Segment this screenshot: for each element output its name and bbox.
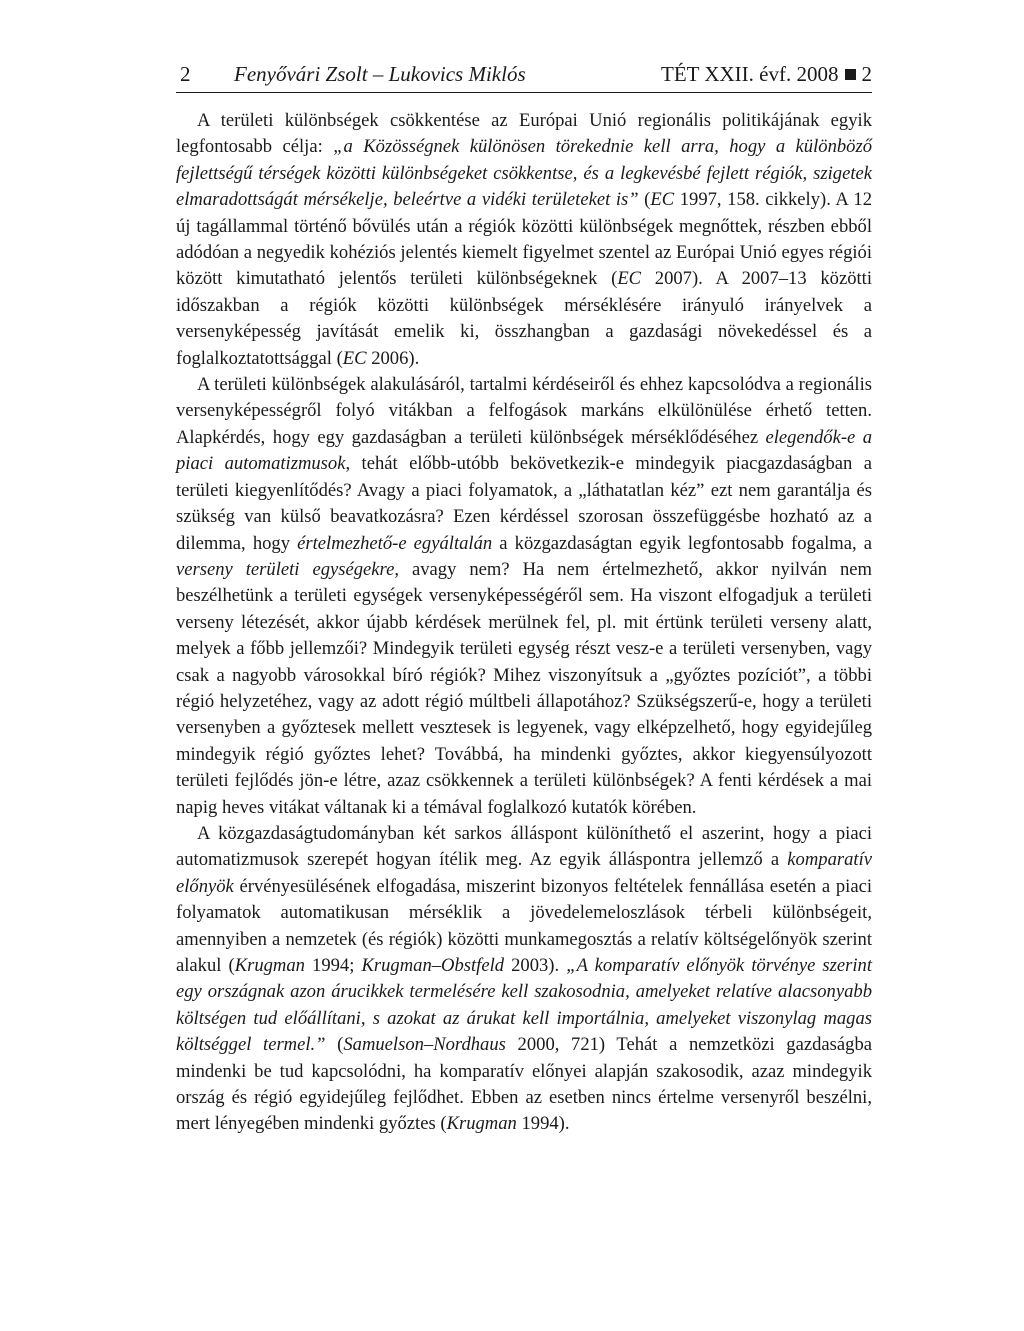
- italic-segment: EC: [617, 268, 642, 290]
- journal-name: TÉT XXII. évf. 2008: [661, 62, 839, 86]
- text-segment: (: [325, 1034, 344, 1056]
- header-authors: Fenyővári Zsolt – Lukovics Miklós: [234, 62, 526, 86]
- body-paragraph: [176, 372, 872, 821]
- italic-segment: komparatív előnyök: [176, 849, 872, 897]
- square-bullet-icon: [845, 69, 856, 80]
- text-segment: 2000, 721) Tehát a nemzetközi gazdaságba mindenki be tud kapcsolódni, ha komparatív előnyei alapján szakosodik, azaz mindegyik ország és régió egyidejűleg fejlődhet. Ebben az esetben nincs értelme versenyről beszélni, mert lényegében mindenki győztes (: [176, 1034, 872, 1135]
- text-segment: a közgazdaságtan egyik legfontosabb fogalma, a: [492, 532, 872, 554]
- body-paragraph: [176, 108, 872, 372]
- text-segment: (: [638, 189, 651, 211]
- text-segment: 2003).: [504, 955, 567, 976]
- italic-segment: Samuelson–Nordhaus: [343, 1034, 506, 1056]
- text-segment: , avagy nem? Ha nem értelmezhető, akkor nyilván nem beszélhetünk a területi egységek versenyképességéről sem. Ha viszont elfogadjuk a területi verseny létezését, akkor újabb kérdések merülnek fel, pl. mit értünk területi verseny alatt, melyek a főbb jellemzői? Mindegyik területi egység részt vesz-e a területi versenyben, vagy csak a nagyobb városokkal bíró régiók? Mihez viszonyítsuk a „győztes pozíciót”, a többi régió helyzetéhez, vagy az adott régió múltbeli állapotához? Szükségszerű-e, hogy a területi versenyben a győztesek mellett vesztesek is legyenek, vagy elképzelhető, hogy egyidejűleg mindegyik régió győztes lehet? Továbbá, ha mindenki győztes, akkor kiegyensúlyozott területi fejlődés jön-e létre, azaz csökkennek a területi különbségek? A fenti kérdések a mai napig heves vitákat váltanak ki a témával foglalkozó kutatók körében.: [176, 558, 872, 818]
- text-segment: A területi különbségek csökkentése az Európai Unió regionális politikájának egyik legfontosabb célja:: [176, 110, 872, 158]
- text-segment: , tehát előbb-utóbb bekövetkezik-e mindegyik piacgazdaságban a területi kiegyenlítődés? Avagy a piaci folyamatok, a „láthatatlan kéz” ezt nem garantálja és szükség van külső beavatkozásra? Ezen kérdéssel szorosan összefüggésbe hozható az a dilemma, hogy: [176, 453, 872, 554]
- text-segment: 1994).: [516, 1113, 570, 1135]
- italic-segment: Krugman: [234, 955, 305, 976]
- italic-segment: „a Közösségnek különösen törekednie kell arra, hogy a különböző fejlettségű térségek közötti különbségeket csökkentse, és a legkevésbé fejlett régiók, szigetek elmaradottságát mérsékelje, beleértve a vidéki területeket is”: [176, 136, 872, 211]
- italic-segment: EC: [342, 347, 367, 369]
- running-header: [176, 58, 872, 93]
- italic-segment: verseny területi egységekre: [176, 558, 395, 580]
- text-segment: 1997, 158. cikkely). A 12 új tagállammal történő bővülés után a régiók közötti különbségek megnőttek, részben ebből adódóan a negyedik kohéziós jelentés kiemelt figyelmet szentel az Európai Unió egyes régiói között kimutatható jelentős területi különbségeknek (: [176, 189, 872, 290]
- text-segment: 2007). A 2007–13 közötti időszakban a régiók közötti különbségek mérséklésére irányuló irányelvek a versenyképesség javítását emelik ki, összhangban a gazdasági növekedéssel és a foglalkoztatottsággal (: [176, 268, 872, 369]
- italic-segment: EC: [650, 189, 675, 211]
- header-journal: [661, 62, 872, 87]
- text-segment: A közgazdaságtudományban két sarkos álláspont különíthető el aszerint, hogy a piaci automatizmusok szerepét hogyan ítélik meg. Az egyik álláspontra jellemző a: [176, 822, 872, 871]
- italic-segment: elegendők-e a piaci automatizmusok: [176, 426, 872, 475]
- body-text: [176, 108, 872, 1138]
- italic-segment: értelmezhető-e egyáltalán: [297, 532, 493, 554]
- italic-segment: Krugman: [446, 1113, 517, 1135]
- body-paragraph: [176, 821, 872, 1138]
- text-segment: 1994;: [304, 955, 362, 976]
- issue-number: 2: [861, 62, 872, 86]
- italic-segment: Krugman–Obstfeld: [361, 955, 505, 976]
- text-segment: érvényesülésének elfogadása, miszerint bizonyos feltételek fennállása esetén a piaci folyamatok automatikusan mérséklik a jövedelemeloszlások térbeli különbségeit, amennyiben a nemzetek (és régiók) közötti munkamegosztás a relatív költségelőnyök szerint alakul (: [176, 875, 872, 976]
- page-number: 2: [180, 62, 191, 86]
- italic-segment: „A komparatív előnyök törvénye szerint egy országnak azon árucikkek termelésére kell szakosodnia, amelyeket relatíve alacsonyabb költségen tud előállítani, s azokat az árukat kell importálnia, amelyeket viszonylag magas költséggel termel.”: [176, 955, 872, 1056]
- text-segment: 2006).: [366, 347, 420, 369]
- text-segment: A területi különbségek alakulásáról, tartalmi kérdéseiről és ehhez kapcsolódva a regionális versenyképességről folyó vitákban a felfogások markáns elkülönülése érhető tetten. Alapkérdés, hogy egy gazdaságban a területi különbségek mérséklődéséhez: [176, 374, 872, 448]
